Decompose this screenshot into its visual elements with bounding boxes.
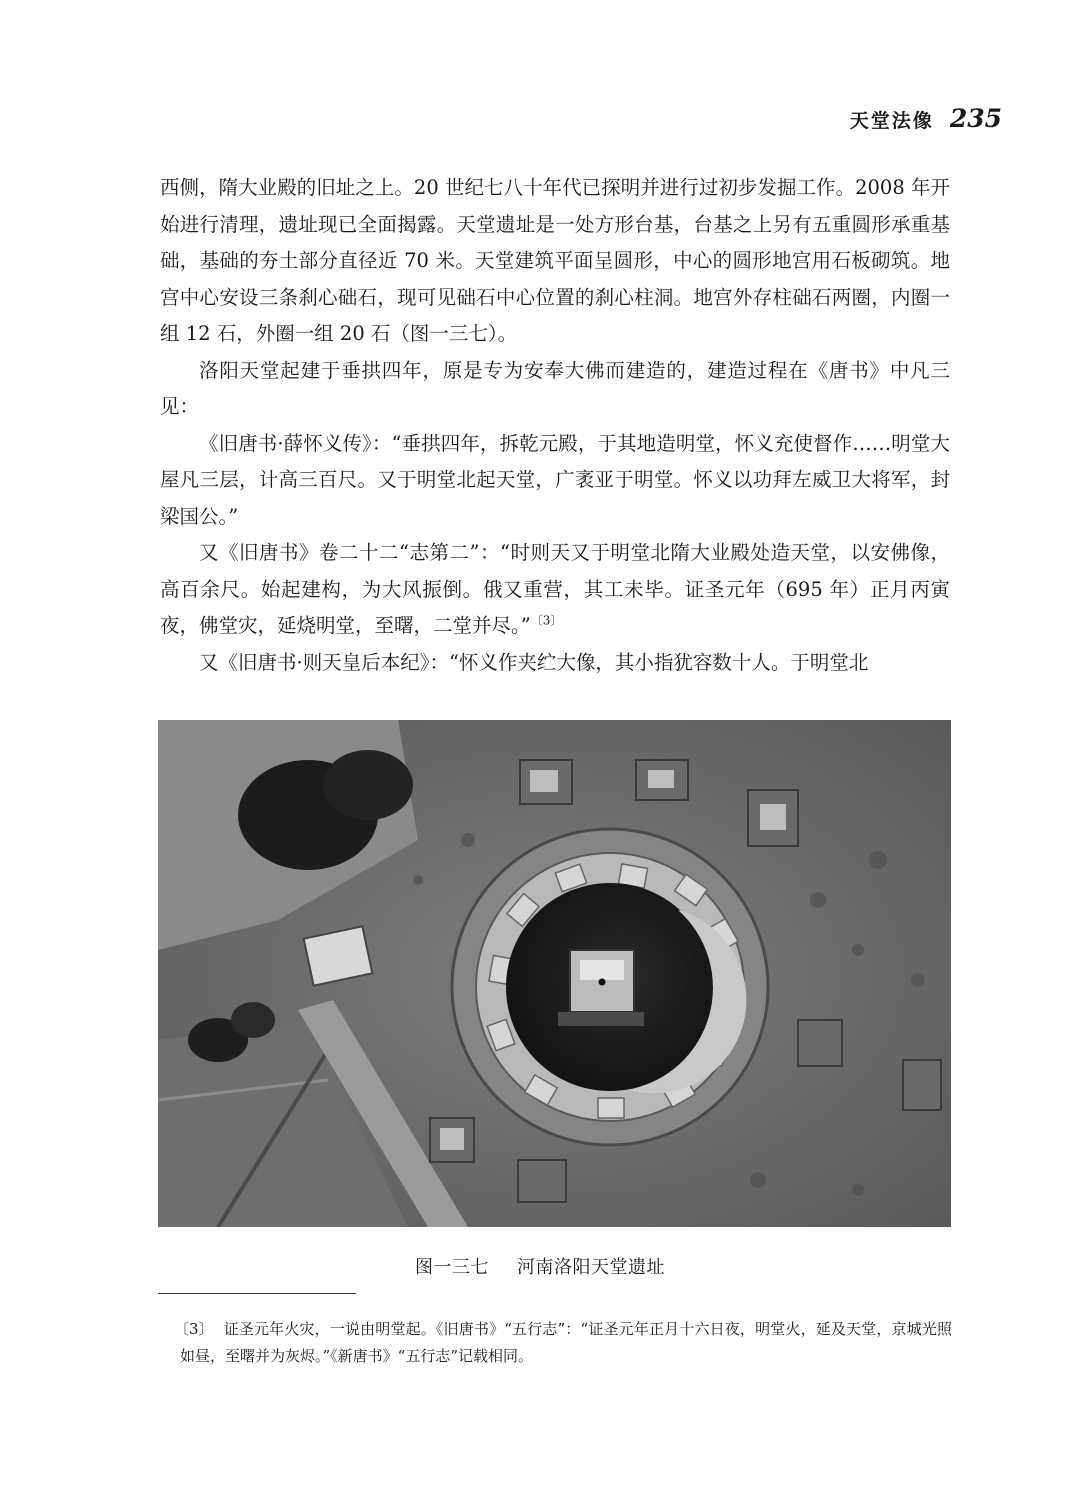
running-head-title: 天堂法像: [849, 110, 934, 132]
paragraph-quote-text: 又《旧唐书》卷二十二“志第二”：“时则天又于明堂北隋大业殿处造天堂，以安佛像，高百余尺。始起建构，为大风振倒。俄又重营，其工未毕。证圣元年（695 年）正月丙寅夜，佛堂灾，延烧明堂，至曙，二堂并尽。”: [160, 541, 950, 637]
footnote-marker: 〔3〕: [174, 1320, 214, 1338]
footnote-text: 证圣元年火灾，一说由明堂起。《旧唐书》“五行志”：“证圣元年正月十六日夜，明堂火，延及天堂，京城光照如昼，至曙并为灰烬。”《新唐书》“五行志”记载相同。: [180, 1320, 952, 1365]
footnote-divider: [158, 1293, 356, 1294]
footnote-reference[interactable]: 〔3〕: [530, 613, 563, 628]
running-head: [850, 104, 1002, 133]
paragraph-quote: 又《旧唐书·则天皇后本纪》：“怀义作夹纻大像，其小指犹容数十人。于明堂北: [199, 650, 869, 674]
footnote: [174, 1316, 952, 1370]
figure-number: 图一三七: [415, 1257, 489, 1278]
paragraph-quote: 《旧唐书·薛怀义传》：“垂拱四年，拆乾元殿，于其地造明堂，怀义充使督作……明堂大屋凡三层，计高三百尺。又于明堂北起天堂，广袤亚于明堂。怀义以功拜左威卫大将军，封梁国公。”: [160, 431, 950, 528]
figure-caption: [0, 1253, 1080, 1279]
figure-title: 河南洛阳天堂遗址: [517, 1257, 665, 1278]
paragraph-quote: [160, 535, 950, 645]
paragraph-continued: 西侧，隋大业殿的旧址之上。20 世纪七八十年代已探明并进行过初步发掘工作。2008 年开始进行清理，遗址现已全面揭露。天堂遗址是一处方形台基，台基之上另有五重圆形承重基础，基础的夯土部分直径近 70 米。天堂建筑平面呈圆形，中心的圆形地宫用石板砌筑。地宫中心安设三条刹心础石，现可见础石中心位置的刹心柱洞。地宫外存柱础石两圈，内圈一组 12 石，外圈一组 20 石（图一三七）。: [160, 176, 950, 345]
paragraph: 洛阳天堂起建于垂拱四年，原是专为安奉大佛而建造的，建造过程在《唐书》中凡三见：: [160, 358, 950, 418]
aerial-photo-site: [158, 720, 951, 1227]
body-text: [160, 170, 950, 681]
page-number: 235: [949, 104, 1002, 133]
site-photo-illustration: [158, 720, 951, 1227]
